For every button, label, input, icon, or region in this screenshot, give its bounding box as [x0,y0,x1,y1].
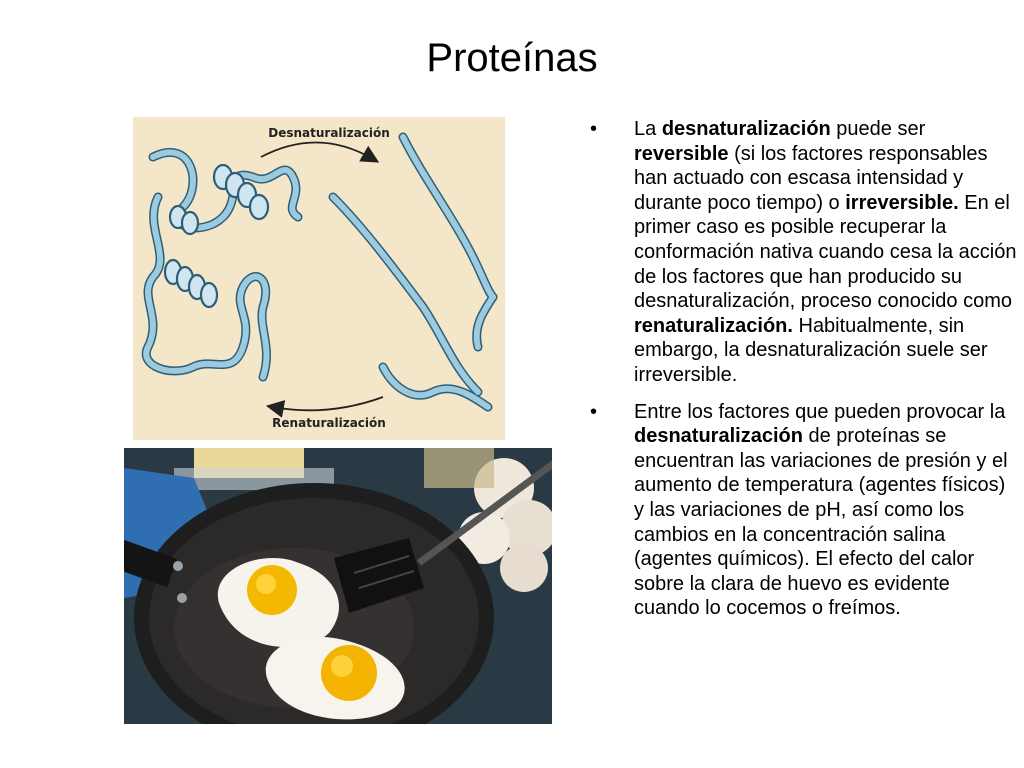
bullet-text: Habitualmente, sin embargo, la desnaturalización suele ser irreversible. [634,314,988,386]
bullet-text: En el primer caso es posible recuperar la conformación nativa cuando cesa la acción de los factores que han producido su desnaturalización, proceso conocido como [634,191,1017,313]
bullet-text: (si los factores responsables han actuado con escasa intensidad y durante poco tiempo) o [634,142,988,214]
bullet-text: La [634,118,662,140]
bullet-text: de proteínas se encuentran las variaciones de presión y el aumento de temperatura (agentes físicos) y las variaciones de pH, así como los cambios en la concentración salina (agentes químicos). El efecto del calor sobre la clara de huevo es evidente cuando lo cocemos o freímos. [634,425,1008,620]
bullet-item [590,117,1018,388]
bullet-marker: • [590,400,598,423]
bullet-text: Entre los factores que pueden provocar la [634,400,1006,423]
renaturation-label: Renaturalización [272,416,386,430]
native-protein-ribbon [146,152,298,377]
denatured-protein-ribbon [333,137,493,407]
bold-term: desnaturalización [661,118,831,140]
bold-term: renaturalización. [634,314,793,337]
bullet-marker: • [590,118,598,140]
bullet-item [590,400,1018,621]
bold-term: reversible [634,142,729,165]
bullet-text: puede ser [830,118,926,140]
fried-eggs-photo [124,448,552,724]
denaturation-label: Desnaturalización [268,126,390,140]
slide-title: Proteínas [426,36,598,80]
bold-term: desnaturalización [634,425,803,448]
denaturation-arrow [261,142,373,159]
bold-term: irreversible. [845,191,959,214]
bullet-list [590,117,1018,633]
protein-denaturation-diagram [133,117,505,440]
renaturation-arrow [273,397,383,410]
